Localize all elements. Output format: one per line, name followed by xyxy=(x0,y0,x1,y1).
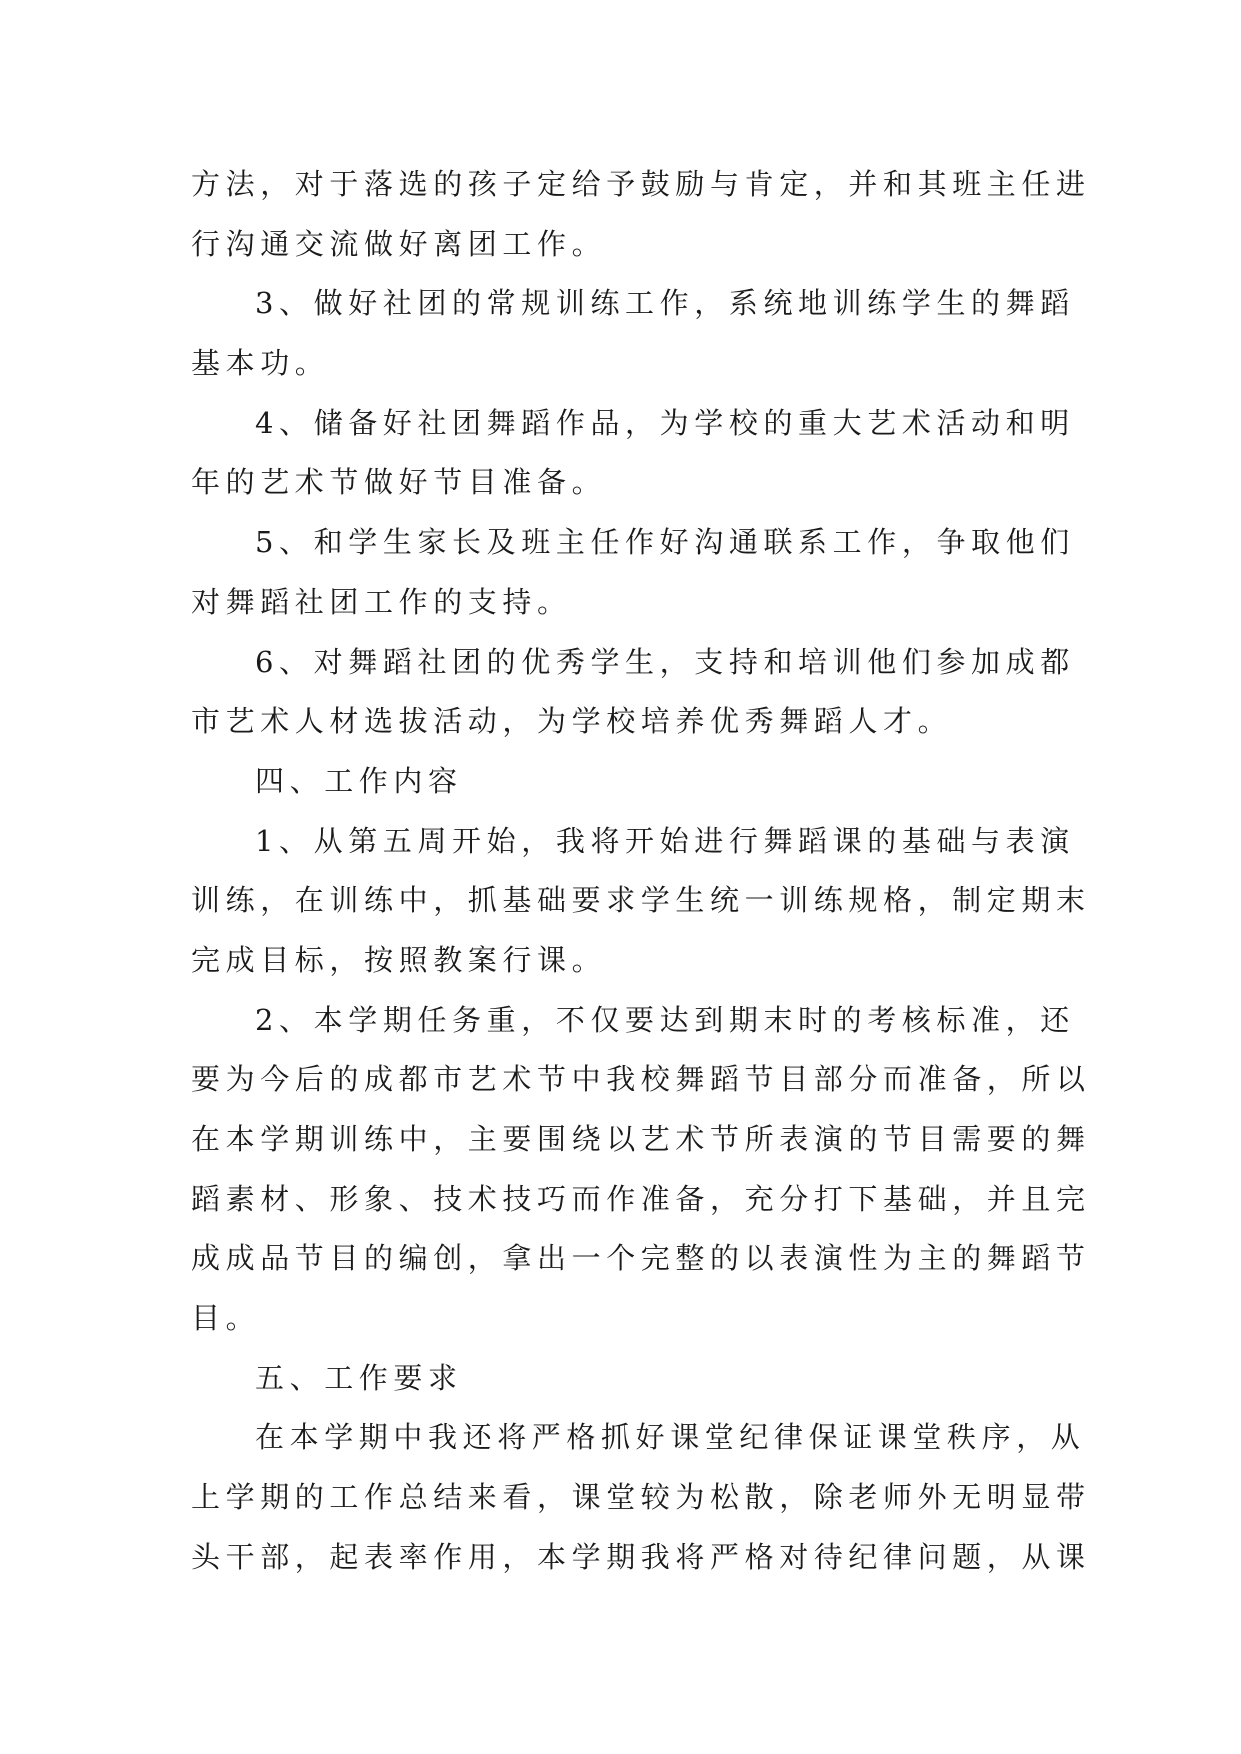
text-line: 训练，在训练中，抓基础要求学生统一训练规格，制定期末 xyxy=(191,883,1091,918)
section-heading: 五、工作要求 xyxy=(255,1360,463,1395)
section-heading: 四、工作内容 xyxy=(255,763,463,798)
text-line: 在本学期中我还将严格抓好课堂纪律保证课堂秩序，从 xyxy=(255,1420,1086,1455)
text-line: 行沟通交流做好离团工作。 xyxy=(191,226,607,261)
text-line: 1、从第五周开始，我将开始进行舞蹈课的基础与表演 xyxy=(255,823,1075,858)
text-line: 目。 xyxy=(191,1301,261,1336)
text-line: 6、对舞蹈社团的优秀学生，支持和培训他们参加成都 xyxy=(255,644,1075,679)
text-line: 4、储备好社团舞蹈作品，为学校的重大艺术活动和明 xyxy=(255,405,1075,440)
text-line: 基本功。 xyxy=(191,346,330,381)
text-line: 市艺术人材选拔活动，为学校培养优秀舞蹈人才。 xyxy=(191,704,953,739)
text-line: 在本学期训练中，主要围绕以艺术节所表演的节目需要的舞 xyxy=(191,1122,1091,1156)
text-line: 完成目标，按照教案行课。 xyxy=(191,942,607,977)
document-body xyxy=(191,155,1091,1588)
text-line: 头干部，起表率作用，本学期我将严格对待纪律问题，从课 xyxy=(191,1539,1091,1574)
text-line: 2、本学期任务重，不仅要达到期末时的考核标准，还 xyxy=(255,1002,1075,1037)
text-line: 对舞蹈社团工作的支持。 xyxy=(191,584,572,619)
text-line: 上学期的工作总结来看，课堂较为松散，除老师外无明显带 xyxy=(191,1480,1091,1515)
text-line: 3、做好社团的常规训练工作，系统地训练学生的舞蹈 xyxy=(255,286,1075,321)
text-line: 年的艺术节做好节目准备。 xyxy=(191,465,607,500)
text-line: 蹈素材、形象、技术技巧而作准备，充分打下基础，并且完 xyxy=(191,1181,1091,1216)
text-line: 方法，对于落选的孩子定给予鼓励与肯定，并和其班主任进 xyxy=(191,167,1091,201)
text-line: 要为今后的成都市艺术节中我校舞蹈节目部分而准备，所以 xyxy=(191,1062,1091,1097)
text-line: 成成品节目的编创，拿出一个完整的以表演性为主的舞蹈节 xyxy=(191,1241,1091,1276)
text-line: 5、和学生家长及班主任作好沟通联系工作，争取他们 xyxy=(255,525,1075,560)
